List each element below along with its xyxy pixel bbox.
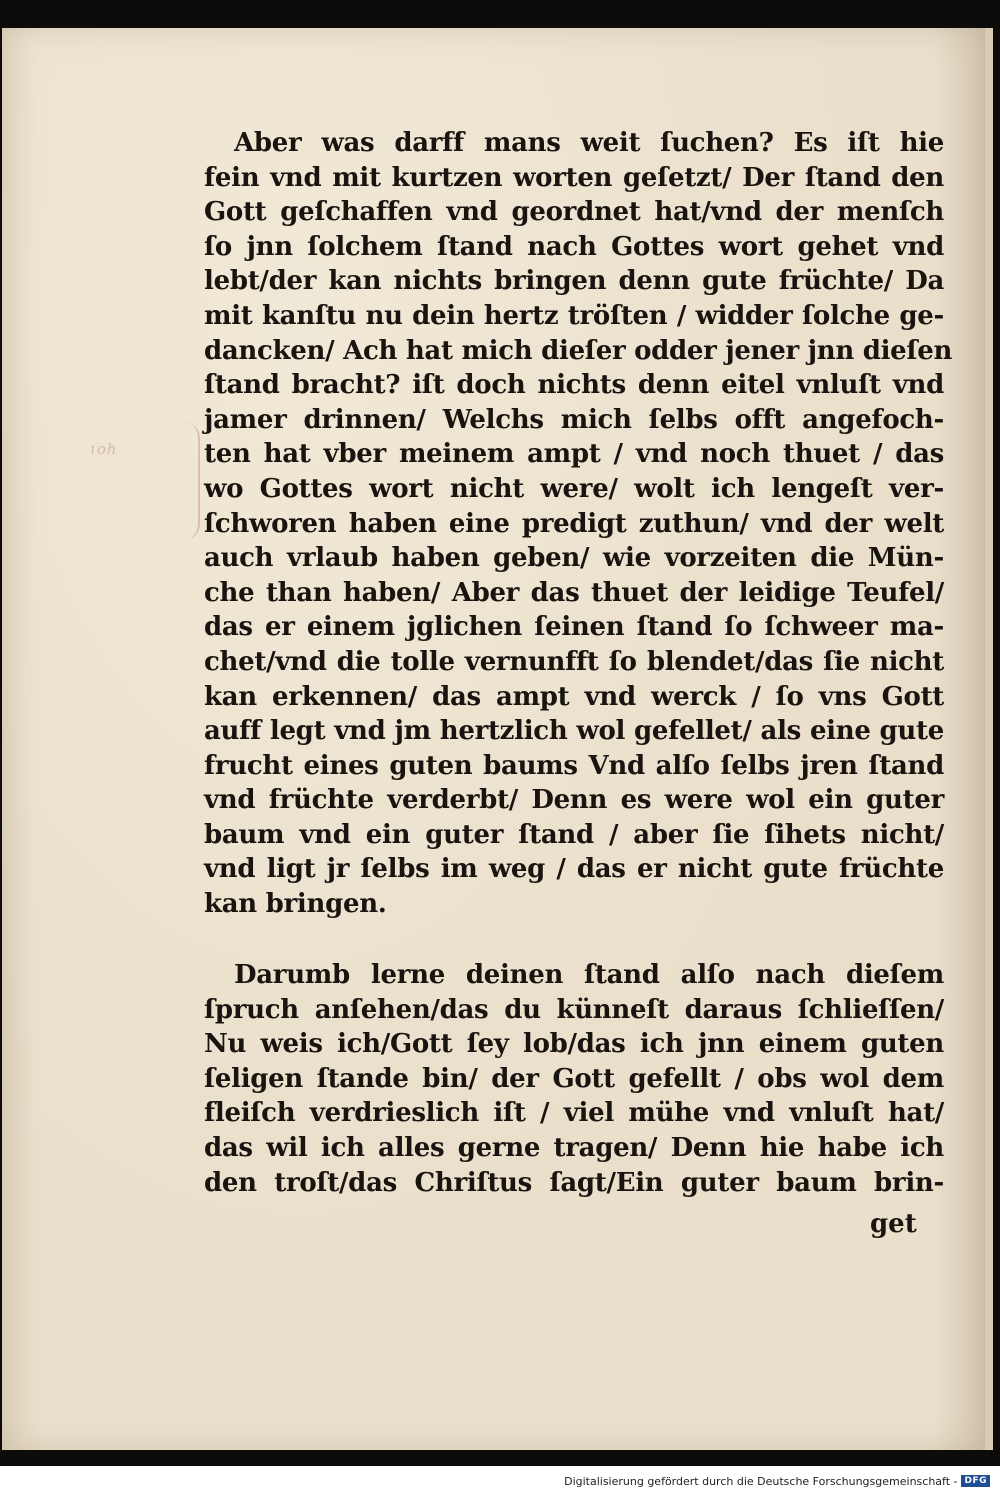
text-line: jamer drinnen/ Welchs mich ſelbs offt angefoch- [204,404,944,435]
text-line: che than haben/ Aber das thuet der leidige Teufel/ [204,577,944,608]
text-line: ſpruch anſehen/das du künneſt daraus ſchlieſſen/ [204,994,944,1025]
text-line: mit kanſtu nu dein hertz tröſten / widder ſolche ge- [204,300,944,331]
text-line: Nu weis ich/Gott ſey lob/das ich jnn einem guten [204,1029,944,1060]
text-line: kan erkennen/ das ampt vnd werck / ſo vns Gott [204,681,944,712]
text-line: dancken/ Ach hat mich dieſer odder jener jnn dieſen [204,335,953,366]
text-line: ſeligen ſtande bin/ der Gott gefellt / obs wol dem [204,1063,944,1094]
text-line: das er einem jglichen ſeinen ſtand ſo ſchweer ma- [204,612,944,643]
text-line: wo Gottes wort nicht were/ wolt ich lengeſt ver- [204,473,944,504]
text-line: ſo jnn ſolchem ſtand nach Gottes wort gehet vnd [204,231,944,262]
text-line: vnd ligt jr ſelbs im weg / das er nicht gute früchte [204,854,944,885]
text-line: auch vrlaub haben geben/ wie vorzeiten die Mün- [204,543,944,574]
text-line: Aber was darff mans weit ſuchen? Es iſt hie [234,128,944,158]
text-line: Gott geſchaffen vnd geordnet hat/vnd der menſch [204,197,944,228]
text-line: den troſt/das Chriſtus ſagt/Ein guter baum brin- [204,1167,944,1198]
text-line: Darumb lerne deinen ſtand alſo nach dieſem [234,960,944,990]
text-line: ſtand bracht? iſt doch nichts denn eitel vnluſt vnd [204,370,944,401]
text-line: das wil ich alles gerne tragen/ Denn hie habe ich [204,1132,944,1163]
text-line: kan bringen. [204,889,387,920]
text-line: auff legt vnd jm hertzlich wol gefellet/ als eine gute [204,716,944,747]
paragraph-2 [204,958,944,1200]
text-line: fein vnd mit kurtzen worten geſetzt/ Der ſtand den [204,162,944,193]
margin-note: ɩoh [90,440,118,458]
catchword: get [870,1209,917,1239]
text-line: chet/vnd die tolle vernunfft ſo blendet/das ſie nicht [204,646,944,677]
text-line: ſchworen haben eine predigt zuthun/ vnd der welt [204,508,944,539]
paragraph-1 [204,126,953,922]
dfg-logo-icon: DFG [961,1475,990,1487]
footer-text: Digitalisierung gefördert durch die Deutsche Forschungsgemeinschaft - [564,1474,958,1488]
text-line: vnd früchte verderbt/ Denn es were wol ein guter [204,785,944,816]
text-line: ten hat vber meinem ampt / vnd noch thuet / das [204,439,944,470]
text-line: fleiſch verdrieslich iſt / viel mühe vnd vnluſt hat/ [204,1098,944,1129]
text-line: baum vnd ein guter ſtand / aber ſie ſihets nicht/ [204,819,944,850]
text-line: lebt/der kan nichts bringen denn gute früchte/ Da [204,266,944,297]
margin-pencil-mark [184,422,200,540]
footer-credit [564,1472,990,1490]
text-line: frucht eines guten baums Vnd alſo ſelbs jren ſtand [204,750,944,781]
